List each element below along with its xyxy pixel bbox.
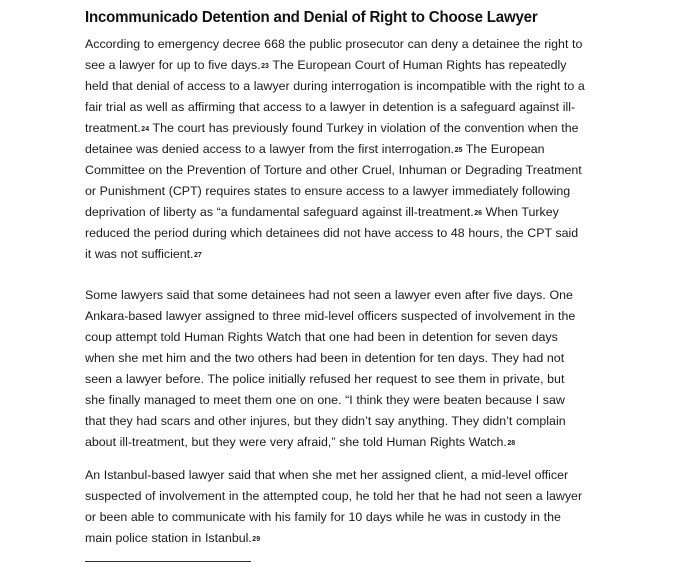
- paragraph-text: The European Committee on the Prevention of Torture and other Cruel, Inhuman or Degrading Treatment or Punishment (CPT) requires states to ensure access to a lawyer immediately following deprivation of liberty as “a fundamental safeguard against ill-treatment.: [85, 142, 582, 219]
- footnote-ref-23[interactable]: 23: [261, 63, 269, 70]
- paragraph-detention-decree: [85, 34, 585, 265]
- footnote-ref-29[interactable]: 29: [252, 536, 261, 543]
- footnote-ref-25[interactable]: 25: [454, 147, 463, 154]
- paragraph-text: An Istanbul-based lawyer said that when she met her assigned client, a mid-level officer suspected of involvement in the attempted coup, he told her that he had not seen a lawyer or been able to communicate with his family for 10 days while he was in custody in the main police station in Istanbul.: [85, 468, 583, 545]
- paragraph-text: When Turkey reduced the period during which detainees did not have access to 48 hours, the CPT said it was not sufficient.: [85, 205, 579, 261]
- paragraph-ankara-lawyer: [85, 285, 585, 453]
- paragraph-text: According to emergency decree 668 the public prosecutor can deny a detainee the right to see a lawyer for up to five days.: [85, 37, 583, 72]
- footnote-ref-24[interactable]: 24: [141, 126, 150, 133]
- paragraph-istanbul-lawyer: [85, 465, 585, 549]
- paragraph-text: The European Court of Human Rights has repeatedly held that denial of access to a lawyer during interrogation is incompatible with the right to a fair trial as well as affirming that access to a lawyer in detention is a safeguard against ill-treatment.: [85, 58, 585, 135]
- footnote-divider: [85, 561, 251, 562]
- footnote-ref-27[interactable]: 27: [194, 252, 202, 259]
- paragraph-text: Some lawyers said that some detainees had not seen a lawyer even after five days. One Ankara-based lawyer assigned to three mid-level officers suspected of involvement in the coup attempt told Human Rights Watch that one had been in detention for seven days when she met him and the two others had been in detention for ten days. They had not seen a lawyer before. The police initially refused her request to see them in private, but she finally managed to meet them one on one. “I think they were beaten because I saw that they had scars and other injures, but they didn’t say anything. They didn’t complain about ill-treatment, but they were very afraid,” she told Human Rights Watch.: [85, 288, 576, 449]
- section-heading: Incommunicado Detention and Denial of Right to Choose Lawyer: [85, 9, 538, 26]
- paragraph-text: The court has previously found Turkey in violation of the convention when the detainee was denied access to a lawyer from the first interrogation.: [85, 121, 579, 156]
- footnote-ref-28[interactable]: 28: [507, 440, 516, 447]
- footnote-ref-26[interactable]: 26: [474, 210, 482, 217]
